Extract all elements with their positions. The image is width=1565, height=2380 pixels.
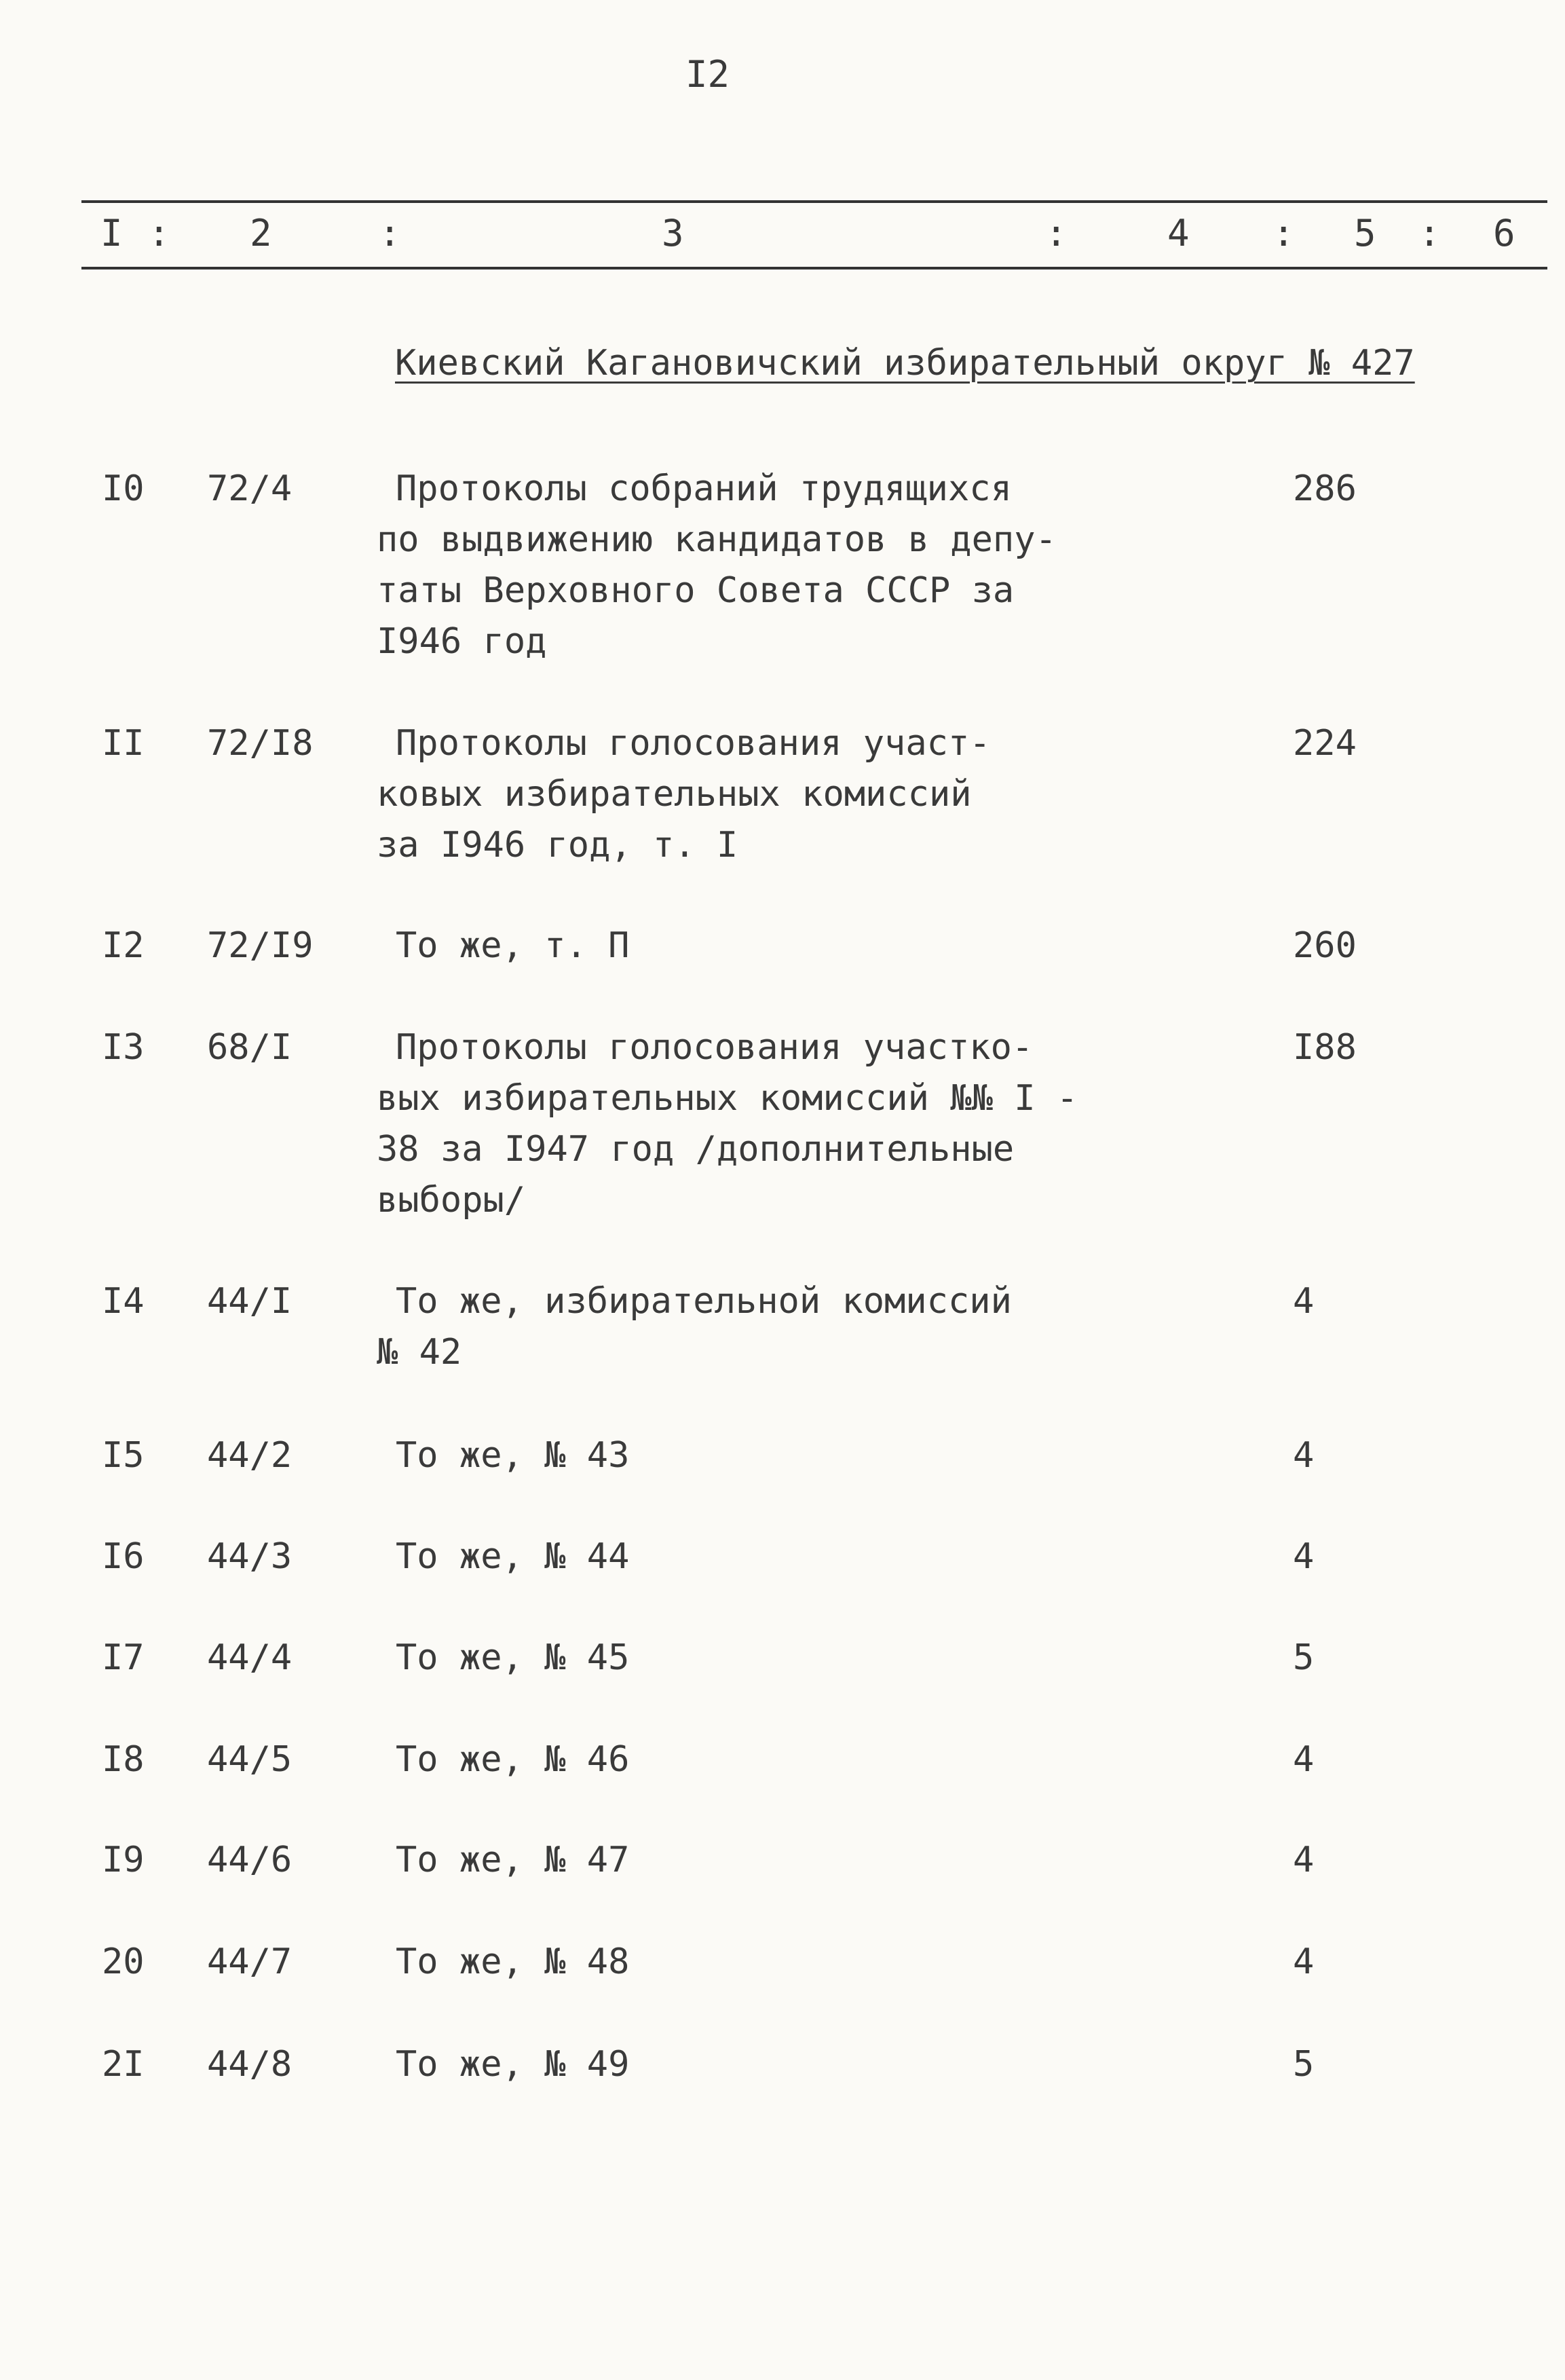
item-code: 44/7 [207, 1941, 293, 1982]
item-sheet-count: 5 [1293, 2044, 1315, 2085]
column-separator: : [148, 212, 170, 255]
item-sheet-count: 286 [1293, 468, 1357, 509]
column-header-2: 2 [250, 212, 272, 255]
item-code: 68/I [207, 1027, 293, 1068]
item-description: То же, т. П [396, 925, 630, 966]
item-description: То же, № 49 [396, 2044, 630, 2085]
item-sheet-count: 4 [1293, 1739, 1315, 1780]
item-description: Протоколы голосования участко- вых избирательных комиссий №№ I - 38 за I947 год /дополнительные выборы/ [377, 1027, 1078, 1221]
item-code: 44/4 [207, 1637, 293, 1678]
item-sheet-count: 4 [1293, 1435, 1315, 1476]
column-header-3: 3 [662, 212, 684, 255]
item-description: Протоколы собраний трудящихся по выдвижению кандидатов в депу- таты Верховного Совета СССР за I946 год [377, 468, 1057, 662]
item-code: 72/I8 [207, 723, 314, 764]
item-code: 44/3 [207, 1536, 293, 1577]
item-sheet-count: I88 [1293, 1027, 1357, 1068]
item-code: 44/8 [207, 2044, 293, 2085]
item-sheet-count: 224 [1293, 723, 1357, 764]
item-code: 44/5 [207, 1739, 293, 1780]
item-number: 20 [102, 1941, 145, 1982]
item-sheet-count: 5 [1293, 1637, 1315, 1678]
column-separator: : [1272, 212, 1295, 255]
item-sheet-count: 4 [1293, 1536, 1315, 1577]
item-number: I7 [102, 1637, 145, 1678]
item-sheet-count: 4 [1293, 1281, 1315, 1322]
column-separator: : [1045, 212, 1068, 255]
item-sheet-count: 4 [1293, 1840, 1315, 1880]
column-header-6: 6 [1493, 212, 1515, 255]
column-header-4: 4 [1167, 212, 1190, 255]
item-description: То же, № 43 [396, 1435, 630, 1476]
column-header-row [0, 212, 1565, 259]
item-number: 2I [102, 2044, 145, 2085]
column-header-1: I [100, 212, 123, 255]
item-description: То же, № 48 [396, 1941, 630, 1982]
item-description: То же, № 47 [396, 1840, 630, 1880]
item-number: I0 [102, 468, 145, 509]
column-separator: : [379, 212, 401, 255]
item-number: II [102, 723, 145, 764]
item-number: I5 [102, 1435, 145, 1476]
header-bottom-rule [81, 267, 1547, 269]
header-top-rule [81, 200, 1547, 203]
item-sheet-count: 4 [1293, 1941, 1315, 1982]
item-number: I3 [102, 1027, 145, 1068]
item-sheet-count: 260 [1293, 925, 1357, 966]
item-code: 44/2 [207, 1435, 293, 1476]
item-code: 44/6 [207, 1840, 293, 1880]
item-code: 44/I [207, 1281, 293, 1322]
item-number: I8 [102, 1739, 145, 1780]
item-description: То же, № 44 [396, 1536, 630, 1577]
item-number: I2 [102, 925, 145, 966]
item-description: То же, № 46 [396, 1739, 630, 1780]
item-description: То же, № 45 [396, 1637, 630, 1678]
item-code: 72/4 [207, 468, 293, 509]
item-number: I9 [102, 1840, 145, 1880]
item-code: 72/I9 [207, 925, 314, 966]
item-number: I4 [102, 1281, 145, 1322]
item-description: То же, избирательной комиссий № 42 [377, 1281, 1012, 1373]
column-header-5: 5 [1354, 212, 1376, 255]
item-description: Протоколы голосования участ- ковых избирательных комиссий за I946 год, т. I [377, 723, 991, 866]
section-title: Киевский Кагановичский избирательный округ № 427 [395, 343, 1415, 384]
page-number: I2 [685, 53, 730, 96]
item-number: I6 [102, 1536, 145, 1577]
column-separator: : [1418, 212, 1441, 255]
